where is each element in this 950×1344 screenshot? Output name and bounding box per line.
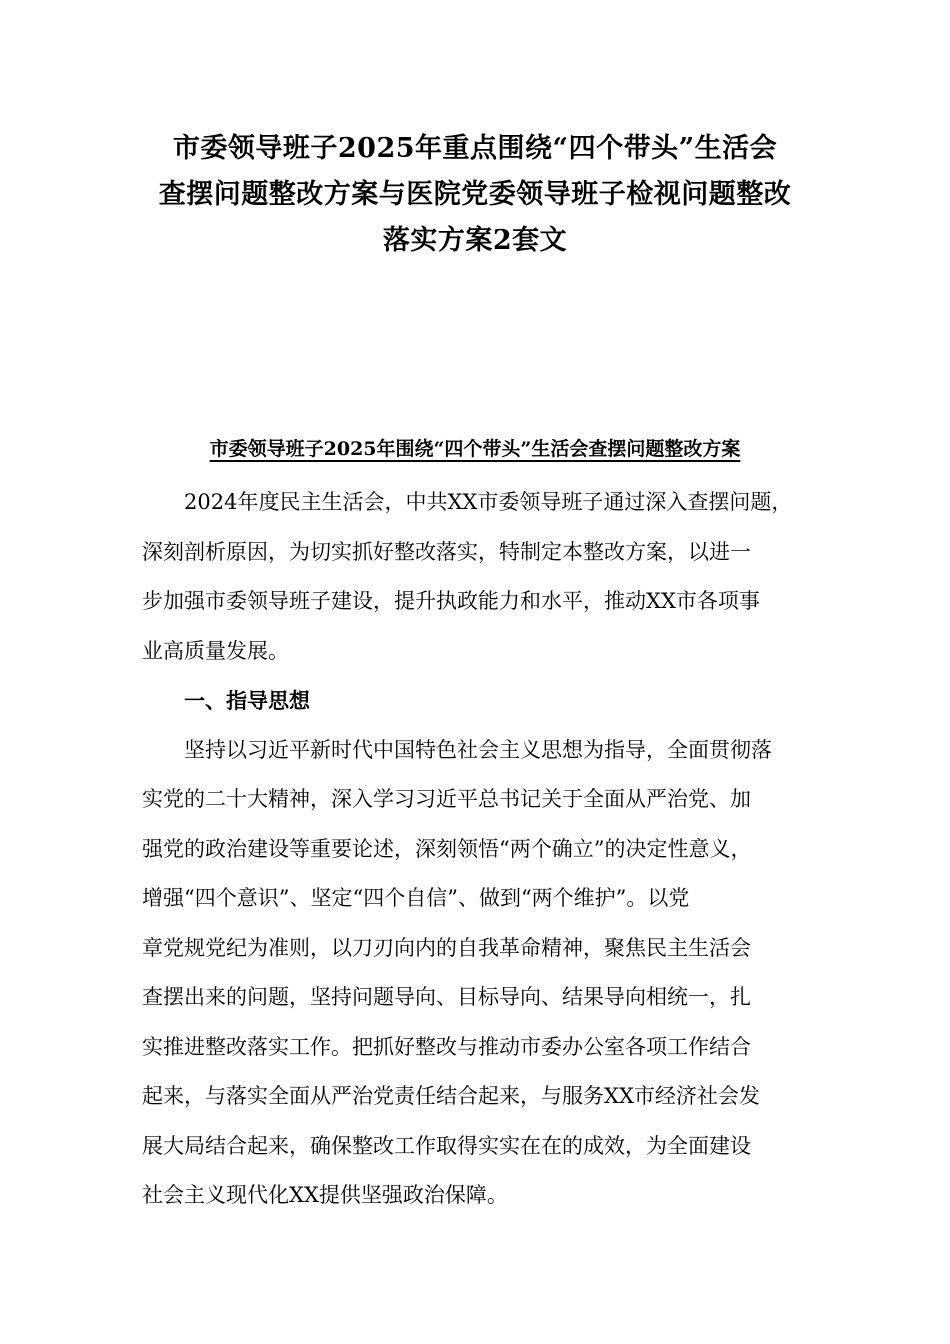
section-title xyxy=(100,434,850,464)
paragraph-line: 章党规党纪为准则，以刀刃向内的自我革命精神，聚焦民主生活会 xyxy=(142,935,751,960)
heading-guiding-ideology: 一、指导思想 xyxy=(184,688,310,713)
paragraph-line: 实推进整改落实工作。把抓好整改与推动市委办公室各项工作结合 xyxy=(142,1034,751,1059)
paragraph-line: 展大局结合起来，确保整改工作取得实实在在的成效，为全面建设 xyxy=(142,1133,751,1158)
paragraph-line: 查摆出来的问题，坚持问题导向、目标导向、结果导向相统一，扎 xyxy=(142,985,751,1009)
paragraph-line: 步加强市委领导班子建设，提升执政能力和水平，推动XX市各项事 xyxy=(142,589,760,613)
paragraph-line: 深刻剖析原因，为切实抓好整改落实，特制定本整改方案，以进一 xyxy=(142,539,751,564)
document-title-line-3: 落实方案2套文 xyxy=(382,225,568,256)
paragraph-line: 社会主义现代化XX提供坚强政治保障。 xyxy=(142,1183,508,1207)
paragraph-guiding-ideology xyxy=(142,726,810,1221)
paragraph-line: 2024年度民主生活会，中共XX市委领导班子通过深入查摆问题， xyxy=(184,490,793,514)
document-title xyxy=(140,126,810,264)
paragraph-intro xyxy=(142,478,810,676)
paragraph-line: 强党的政治建设等重要论述，深刻领悟“两个确立”的决定性意义， xyxy=(142,836,752,861)
paragraph-line: 增强“四个意识”、坚定“四个自信”、做到“两个维护”。以党 xyxy=(142,886,690,910)
paragraph-line: 实党的二十大精神，深入学习习近平总书记关于全面从严治党、加 xyxy=(142,787,751,811)
document-body xyxy=(142,478,810,1221)
paragraph-line: 起来，与落实全面从严治党责任结合起来，与服务XX市经济社会发 xyxy=(142,1084,760,1108)
document-title-line-1: 市委领导班子2025年重点围绕“四个带头”生活会 xyxy=(172,133,778,164)
document-title-line-2: 查摆问题整改方案与医院党委领导班子检视问题整改 xyxy=(158,179,792,210)
paragraph-line: 业高质量发展。 xyxy=(142,638,289,663)
section-title-text: 市委领导班子2025年围绕“四个带头”生活会查摆问题整改方案 xyxy=(209,438,741,460)
paragraph-line: 坚持以习近平新时代中国特色社会主义思想为指导，全面贯彻落 xyxy=(184,737,772,762)
